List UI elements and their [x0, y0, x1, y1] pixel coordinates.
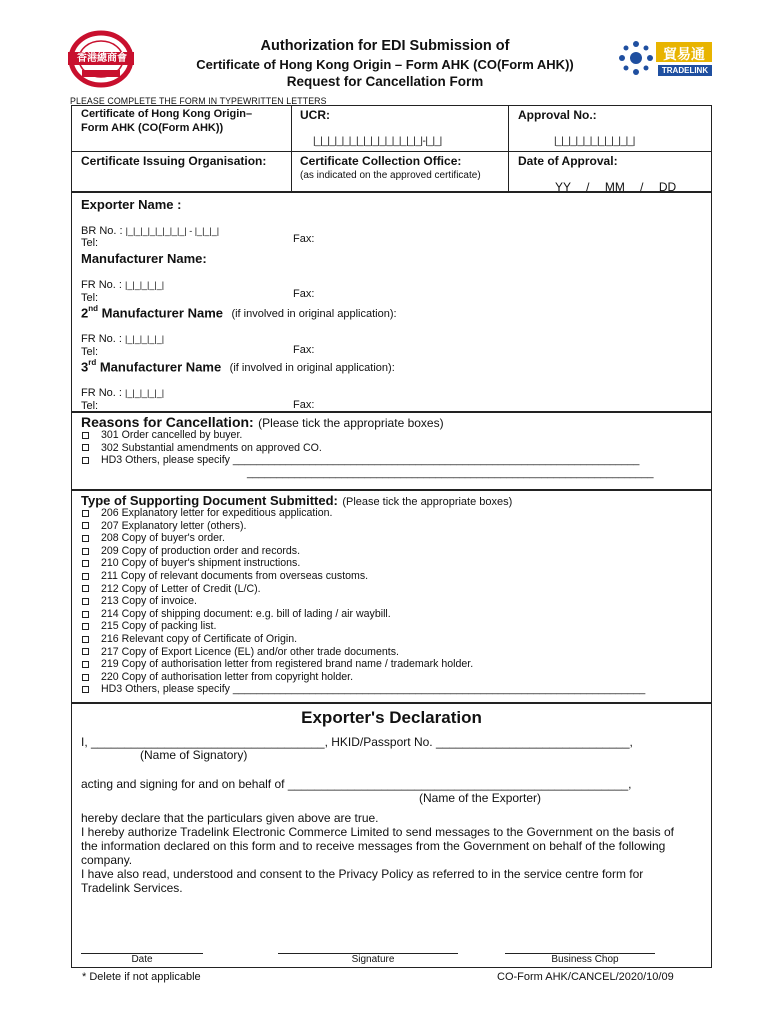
m3-ordinal: 3 — [81, 359, 89, 375]
manufacturer-name-label: Manufacturer Name: — [81, 251, 207, 266]
cert-label-1: Certificate of Hong Kong Origin– — [81, 108, 253, 120]
reasons-extra-line — [81, 467, 654, 480]
date-caption: Date — [131, 954, 153, 965]
br-no-text: BR No. : — [81, 225, 123, 237]
list-item[interactable] — [81, 633, 645, 646]
document-text: HD3 Others, please specify ______________________________________________________________________ — [101, 683, 646, 696]
signature-caption: Signature — [351, 954, 395, 965]
list-item[interactable] — [81, 532, 645, 545]
date-sep-1: / — [586, 180, 590, 194]
manufacturer3-fr-label — [81, 387, 164, 399]
m3-fr-input[interactable]: |_|_|_|_|_| — [125, 388, 165, 398]
m3-note: (if involved in original application): — [229, 362, 395, 375]
list-item[interactable] — [81, 646, 645, 659]
declaration-para-3: I have also read, understood and consent to the Privacy Policy as referred to in the service centre form for Tradelink Services. — [81, 867, 644, 895]
title-line-1: Authorization for EDI Submission of — [260, 38, 510, 54]
reasons-label: Reasons for Cancellation: — [81, 414, 254, 430]
right-logo-subtext: TRADELINK — [661, 66, 709, 75]
ucr-input[interactable]: |_|_|_|_|_|_|_|_|_|_|_|_|_|_|_|-|_|_| — [313, 136, 442, 147]
manufacturer3-heading — [81, 358, 395, 376]
m3-name-label: Manufacturer Name — [96, 359, 222, 375]
m2-ordinal: 2 — [81, 305, 89, 321]
list-item[interactable] — [81, 545, 645, 558]
document-text: 207 Explanatory letter (others). — [101, 519, 247, 532]
m2-fr-input[interactable]: |_|_|_|_|_| — [125, 334, 165, 344]
list-item[interactable] — [81, 583, 645, 596]
fr-no-text: FR No. : — [81, 279, 122, 291]
collection-office-note: (as indicated on the approved certificate) — [300, 170, 481, 181]
declaration-line-1[interactable]: I, ___________________________________, HKID/Passport No. _____________________________, — [81, 735, 633, 749]
checkbox[interactable] — [82, 457, 89, 464]
reasons-list — [81, 429, 654, 479]
declaration-title: Exporter's Declaration — [301, 708, 482, 727]
checkbox[interactable] — [82, 686, 89, 693]
manufacturer2-tel-label: Tel: — [81, 346, 99, 358]
checkbox[interactable] — [82, 648, 89, 655]
reason-extra-line-text: _____________________________________________________________________ — [247, 466, 654, 479]
right-logo — [618, 38, 718, 80]
approval-label: Approval No.: — [518, 108, 597, 122]
document-text: 208 Copy of buyer's order. — [101, 532, 225, 545]
reason-text: 301 Order cancelled by buyer. — [101, 429, 243, 441]
title-line-2: Certificate of Hong Kong Origin – Form AHK (CO(Form AHK)) — [196, 57, 574, 72]
manufacturer-fr-label — [81, 279, 164, 291]
document-text: 212 Copy of Letter of Credit (L/C). — [101, 582, 261, 595]
checkbox[interactable] — [82, 444, 89, 451]
checkbox[interactable] — [82, 573, 89, 580]
exporter-fax-label: Fax: — [293, 233, 315, 245]
checkbox[interactable] — [82, 598, 89, 605]
manufacturer3-tel-label: Tel: — [81, 400, 99, 412]
exporter-name-caption: (Name of the Exporter) — [419, 791, 542, 805]
manufacturer-tel-label: Tel: — [81, 292, 99, 304]
document-text: 214 Copy of shipping document: e.g. bill of lading / air waybill. — [101, 607, 391, 620]
br-no-label — [81, 225, 219, 237]
checkbox[interactable] — [82, 522, 89, 529]
exporter-name-label: Exporter Name : — [81, 197, 182, 212]
m3-fr-text: FR No. : — [81, 387, 122, 399]
m2-fr-text: FR No. : — [81, 333, 122, 345]
business-chop-caption: Business Chop — [551, 954, 619, 965]
documents-list — [81, 507, 645, 696]
list-item[interactable] — [81, 570, 645, 583]
list-item[interactable] — [81, 454, 654, 467]
document-text: 216 Relevant copy of Certificate of Origin. — [101, 632, 298, 645]
date-dd: DD — [658, 180, 677, 194]
exporter-tel-label: Tel: — [81, 237, 99, 249]
m2-name-label: Manufacturer Name — [98, 305, 223, 321]
right-logo-text: 貿易通 — [663, 46, 705, 62]
list-item[interactable] — [81, 620, 645, 633]
left-logo-text: 香港總商會 — [77, 53, 127, 64]
checkbox[interactable] — [82, 535, 89, 542]
documents-note: (Please tick the appropriate boxes) — [342, 496, 513, 508]
form-code: CO-Form AHK/CANCEL/2020/10/09 — [497, 971, 674, 983]
checkbox[interactable] — [82, 560, 89, 567]
m2-sup: nd — [88, 304, 99, 313]
br-no-input[interactable]: |_|_|_|_|_|_|_|_| - |_|_|_| — [125, 226, 220, 236]
instruction-text: PLEASE COMPLETE THE FORM IN TYPEWRITTEN LETTERS — [70, 96, 327, 106]
approval-input[interactable]: |_|_|_|_|_|_|_|_|_|_|_| — [554, 136, 635, 147]
list-item[interactable] — [81, 608, 645, 621]
manufacturer2-fax-label: Fax: — [293, 344, 315, 356]
documents-label: Type of Supporting Document Submitted: — [81, 493, 338, 508]
title-line-3: Request for Cancellation Form — [286, 74, 484, 89]
checkbox[interactable] — [82, 611, 89, 618]
checkbox[interactable] — [82, 510, 89, 517]
list-item[interactable] — [81, 595, 645, 608]
reasons-note: (Please tick the appropriate boxes) — [258, 416, 444, 430]
manufacturer2-heading — [81, 304, 397, 322]
document-text: 215 Copy of packing list. — [101, 620, 217, 633]
date-sep-2: / — [640, 180, 644, 194]
signatory-name-caption: (Name of Signatory) — [140, 748, 248, 762]
footer-note: * Delete if not applicable — [82, 971, 201, 983]
document-text: 220 Copy of authorisation letter from copyright holder. — [101, 670, 354, 683]
list-item[interactable] — [81, 507, 645, 520]
m2-note: (if involved in original application): — [231, 308, 397, 321]
cert-label-2: Form AHK (CO(Form AHK)) — [81, 122, 224, 134]
manufacturer3-fax-label: Fax: — [293, 399, 315, 411]
document-text: 206 Explanatory letter for expeditious application. — [101, 507, 333, 519]
ucr-label: UCR: — [300, 108, 330, 122]
manufacturer-fax-label: Fax: — [293, 288, 315, 300]
reason-text: 302 Substantial amendments on approved CO. — [101, 441, 322, 454]
date-mm: MM — [604, 180, 625, 194]
list-item[interactable] — [81, 671, 645, 684]
fr-no-input[interactable]: |_|_|_|_|_| — [125, 280, 165, 290]
document-text: 211 Copy of relevant documents from overseas customs. — [101, 569, 369, 582]
m3-sup: rd — [88, 358, 97, 367]
checkbox[interactable] — [82, 548, 89, 555]
issuing-org-label: Certificate Issuing Organisation: — [81, 154, 267, 168]
left-logo — [62, 30, 140, 88]
list-item[interactable] — [81, 683, 645, 696]
date-yy: YY — [555, 180, 571, 194]
list-item[interactable] — [81, 520, 645, 533]
approval-date-label: Date of Approval: — [518, 154, 618, 168]
checkbox[interactable] — [82, 636, 89, 643]
list-item[interactable] — [81, 658, 645, 671]
list-item[interactable] — [81, 429, 654, 442]
checkbox[interactable] — [82, 585, 89, 592]
document-text: 209 Copy of production order and records. — [101, 544, 301, 557]
declaration-paragraph — [81, 811, 693, 895]
reason-text: HD3 Others, please specify _____________________________________________________________________ — [101, 454, 640, 467]
manufacturer2-fr-label — [81, 333, 164, 345]
checkbox[interactable] — [82, 432, 89, 439]
declaration-para-2: I hereby authorize Tradelink Electronic Commerce Limited to send messages to the Government on the basis of the information declared on this form and to receive messages from the Government on behalf of the following company. — [81, 825, 674, 867]
document-text: 219 Copy of authorisation letter from registered brand name / trademark holder. — [101, 658, 474, 671]
declaration-line-2[interactable]: acting and signing for and on behalf of ___________________________________________________, — [81, 777, 632, 791]
collection-office-label: Certificate Collection Office: — [300, 154, 462, 168]
document-text: 213 Copy of invoice. — [101, 595, 197, 608]
list-item[interactable] — [81, 442, 654, 455]
list-item[interactable] — [81, 557, 645, 570]
document-text: 210 Copy of buyer's shipment instructions. — [101, 557, 301, 570]
checkbox[interactable] — [82, 674, 89, 681]
checkbox[interactable] — [82, 623, 89, 630]
document-text: 217 Copy of Export Licence (EL) and/or other trade documents. — [101, 645, 399, 658]
declaration-para-1: hereby declare that the particulars given above are true. — [81, 811, 379, 825]
checkbox[interactable] — [82, 661, 89, 668]
